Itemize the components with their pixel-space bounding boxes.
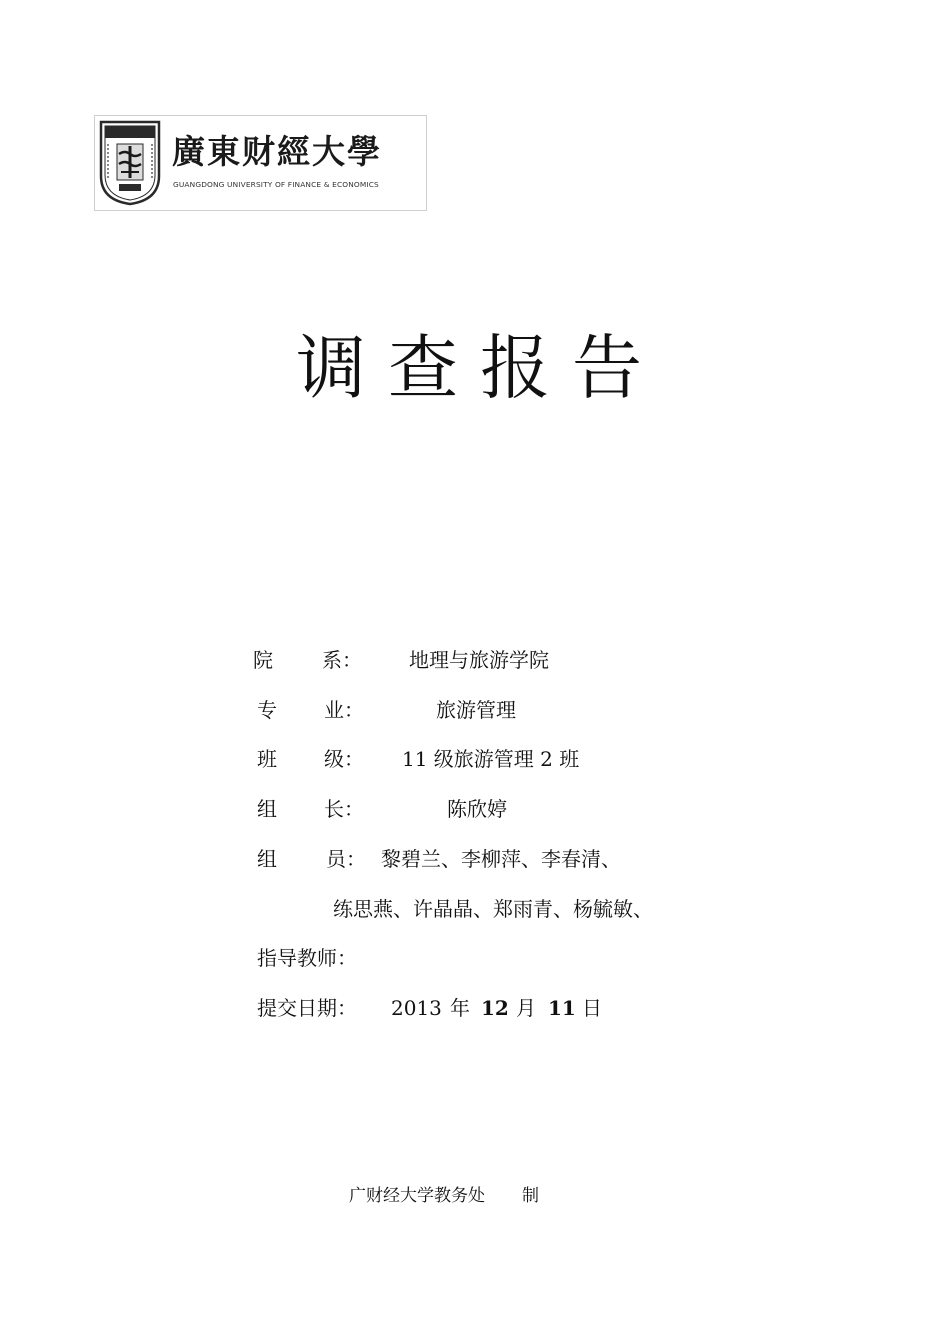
field-label: 提交日期：: [257, 996, 357, 1020]
major-value: 旅游管理: [436, 698, 516, 722]
field-label: 长：: [324, 797, 364, 821]
date-day-unit: 日: [582, 996, 602, 1020]
date-day: 11: [548, 996, 576, 1020]
date-month-unit: 月: [516, 996, 536, 1020]
field-label: 班: [257, 747, 277, 771]
date-year-unit: 年: [450, 996, 470, 1020]
field-label: 指导教师：: [257, 946, 357, 970]
class-value: 11 级旅游管理 2 班: [402, 747, 580, 771]
field-label: 系：: [322, 648, 362, 672]
leader-value: 陈欣婷: [447, 797, 507, 821]
field-label: 员：: [326, 847, 366, 871]
field-label: 专: [257, 698, 277, 722]
department-value: 地理与旅游学院: [409, 648, 549, 672]
members-value-line1: 黎碧兰、李柳萍、李春清、: [381, 847, 621, 871]
field-label: 级：: [324, 747, 364, 771]
document-title: 调查报告: [296, 327, 664, 409]
university-logo: [94, 115, 427, 211]
field-label: 业：: [324, 698, 364, 722]
footer-issuer: 广财经大学教务处: [349, 1186, 485, 1206]
field-label: 组: [257, 797, 277, 821]
field-label: 组: [257, 847, 277, 871]
university-seal-icon: [97, 120, 163, 206]
members-value-line2: 练思燕、许晶晶、郑雨青、杨毓敏、: [333, 897, 653, 921]
field-label: 院: [253, 648, 273, 672]
date-month: 12: [481, 996, 509, 1020]
footer-suffix: 制: [522, 1186, 539, 1206]
date-year: 2013: [391, 996, 442, 1020]
university-name-chinese: 廣東财經大學: [172, 132, 382, 171]
university-name-english: GUANGDONG UNIVERSITY OF FINANCE & ECONOMICS: [173, 180, 379, 189]
